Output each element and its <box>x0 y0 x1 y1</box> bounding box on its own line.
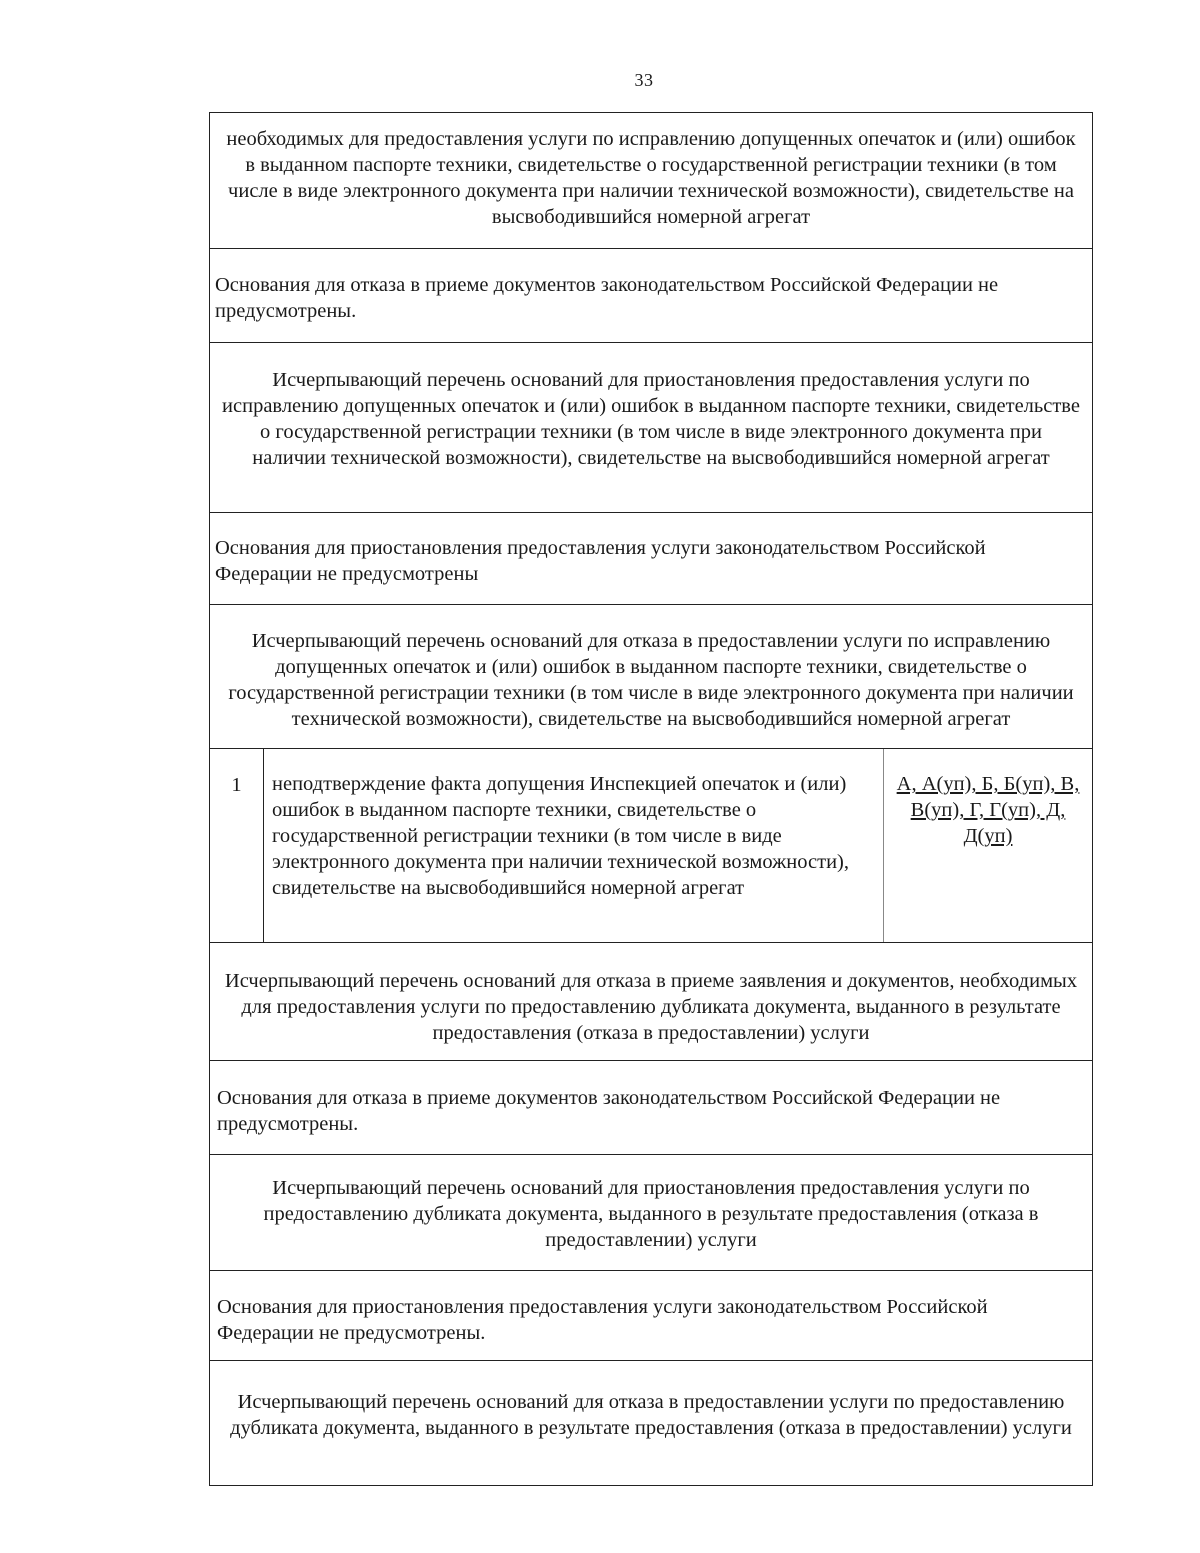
refusal-reason-refs <box>884 749 1092 942</box>
table-row <box>210 749 1092 943</box>
suspension-grounds-heading: Исчерпывающий перечень оснований для приостановления предоставления услуги по исправлению допущенных опечаток и (или) ошибок в выданном паспорте техники, свидетельстве о государственной регистрации техники (в том числе в виде электронного документа при наличии технической возможности), свидетельстве на высвободившийся номерной агрегат <box>210 343 1092 513</box>
refusal-accept-heading-duplicate: Исчерпывающий перечень оснований для отказа в приеме заявления и документов, необходимых для предоставления услуги по предоставлению дубликата документа, выданного в результате предоставления (отказа в предоставлении) услуги <box>210 943 1092 1061</box>
refusal-reason-text: неподтверждение факта допущения Инспекцией опечаток и (или) ошибок в выданном паспорте техники, свидетельстве о государственной регистрации техники (в том числе в виде электронного документа при наличии технической возможности), свидетельстве на высвободившийся номерной агрегат <box>264 749 884 942</box>
page-number: 33 <box>634 70 654 90</box>
no-refusal-grounds-text: Основания для отказа в приеме документов законодательством Российской Федерации не предусмотрены. <box>210 249 1092 343</box>
document-table <box>209 112 1093 1486</box>
no-suspension-grounds-text-duplicate: Основания для приостановления предоставления услуги законодательством Российской Федерации не предусмотрены. <box>210 1271 1092 1361</box>
row-number: 1 <box>210 749 264 942</box>
continued-heading: необходимых для предоставления услуги по исправлению допущенных опечаток и (или) ошибок в выданном паспорте техники, свидетельстве о государственной регистрации техники (в том числе в виде электронного документа при наличии технической возможности), свидетельстве на высвободившийся номерной агрегат <box>210 113 1092 249</box>
no-refusal-grounds-text-duplicate: Основания для отказа в приеме документов законодательством Российской Федерации не предусмотрены. <box>210 1061 1092 1155</box>
refusal-grounds-heading: Исчерпывающий перечень оснований для отказа в предоставлении услуги по исправлению допущенных опечаток и (или) ошибок в выданном паспорте техники, свидетельстве о государственной регистрации техники (в том числе в виде электронного документа при наличии технической возможности), свидетельстве на высвободившийся номерной агрегат <box>210 605 1092 749</box>
refs-list: А, А(уп), Б, Б(уп), В, В(уп), Г, Г(уп), Д, Д(уп) <box>896 773 1080 847</box>
refusal-grounds-heading-duplicate: Исчерпывающий перечень оснований для отказа в предоставлении услуги по предоставлению дубликата документа, выданного в результате предоставления (отказа в предоставлении) услуги <box>230 1391 1072 1439</box>
suspension-grounds-heading-duplicate: Исчерпывающий перечень оснований для приостановления предоставления услуги по предоставлению дубликата документа, выданного в результате предоставления (отказа в предоставлении) услуги <box>210 1155 1092 1271</box>
no-suspension-grounds-text: Основания для приостановления предоставления услуги законодательством Российской Федерации не предусмотрены <box>210 513 1092 605</box>
